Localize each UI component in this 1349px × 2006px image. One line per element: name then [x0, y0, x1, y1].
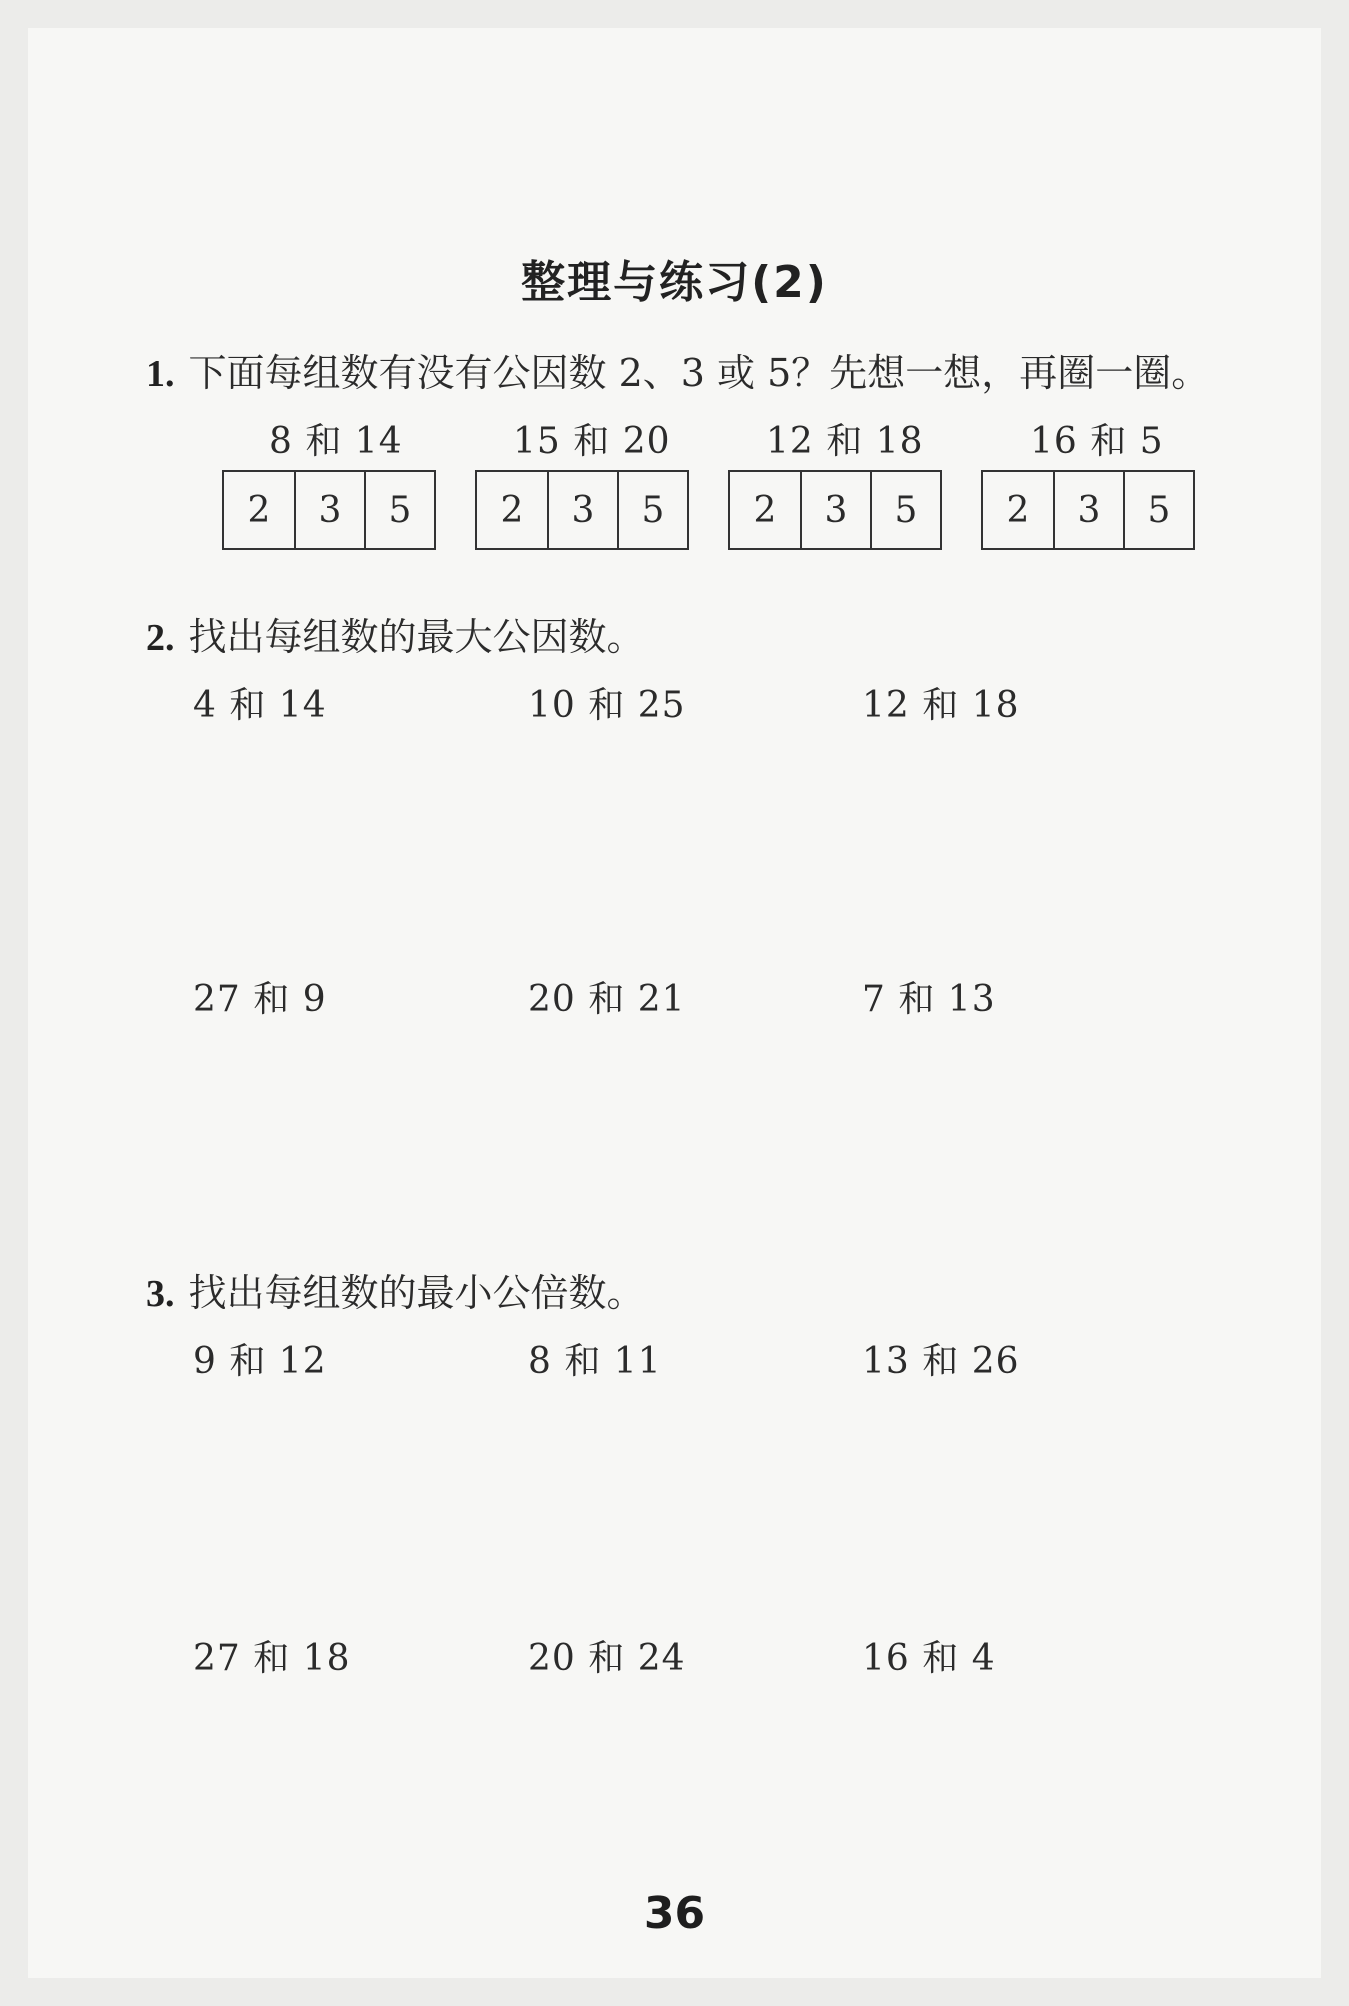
q1-pair-2: 15 和 20	[513, 421, 671, 462]
q3-pair-1: 9 和 12	[193, 1341, 327, 1382]
q2-pair-5: 20 和 21	[528, 979, 686, 1020]
question-2	[146, 606, 645, 661]
option-cell[interactable]: 3	[547, 472, 617, 548]
question-1-number: 1.	[146, 353, 175, 395]
option-cell[interactable]: 2	[247, 489, 271, 531]
question-3	[146, 1262, 645, 1317]
question-2-number: 2.	[146, 617, 175, 659]
question-3-text: 找出每组数的最小公倍数。	[188, 1271, 645, 1315]
q3-pair-2: 8 和 11	[528, 1341, 662, 1382]
q3-pair-5: 20 和 24	[528, 1638, 686, 1679]
q1-option-boxes-4	[981, 470, 1195, 550]
q2-pair-4: 27 和 9	[193, 979, 327, 1020]
q2-pair-3: 12 和 18	[862, 685, 1020, 726]
q1-pair-1: 8 和 14	[269, 421, 403, 462]
q3-pair-3: 13 和 26	[862, 1341, 1020, 1382]
q1-option-boxes-2	[475, 470, 689, 550]
option-cell[interactable]: 5	[617, 472, 687, 548]
option-cell[interactable]: 3	[800, 472, 870, 548]
q2-pair-2: 10 和 25	[528, 685, 686, 726]
q3-pair-6: 16 和 4	[862, 1638, 996, 1679]
option-cell[interactable]: 2	[1006, 489, 1030, 531]
q2-pair-1: 4 和 14	[193, 685, 327, 726]
option-cell[interactable]: 5	[1123, 472, 1193, 548]
option-cell[interactable]: 2	[753, 489, 777, 531]
option-cell[interactable]: 5	[870, 472, 940, 548]
q2-pair-6: 7 和 13	[862, 979, 996, 1020]
page-number: 36	[643, 1888, 706, 1939]
question-3-number: 3.	[146, 1273, 175, 1315]
option-cell[interactable]: 3	[294, 472, 364, 548]
option-cell[interactable]: 5	[364, 472, 434, 548]
option-cell[interactable]: 2	[500, 489, 524, 531]
q1-pair-3: 12 和 18	[766, 421, 924, 462]
q1-pair-4: 16 和 5	[1030, 421, 1164, 462]
q1-option-boxes-1	[222, 470, 436, 550]
question-1-text: 下面每组数有没有公因数 2、3 或 5？先想一想，再圈一圈。	[188, 351, 1210, 395]
q1-option-boxes-3	[728, 470, 942, 550]
option-cell[interactable]: 3	[1053, 472, 1123, 548]
page-title: 整理与练习(2)	[521, 257, 828, 308]
question-2-text: 找出每组数的最大公因数。	[188, 615, 645, 659]
q3-pair-4: 27 和 18	[193, 1638, 351, 1679]
question-1	[146, 342, 1209, 397]
